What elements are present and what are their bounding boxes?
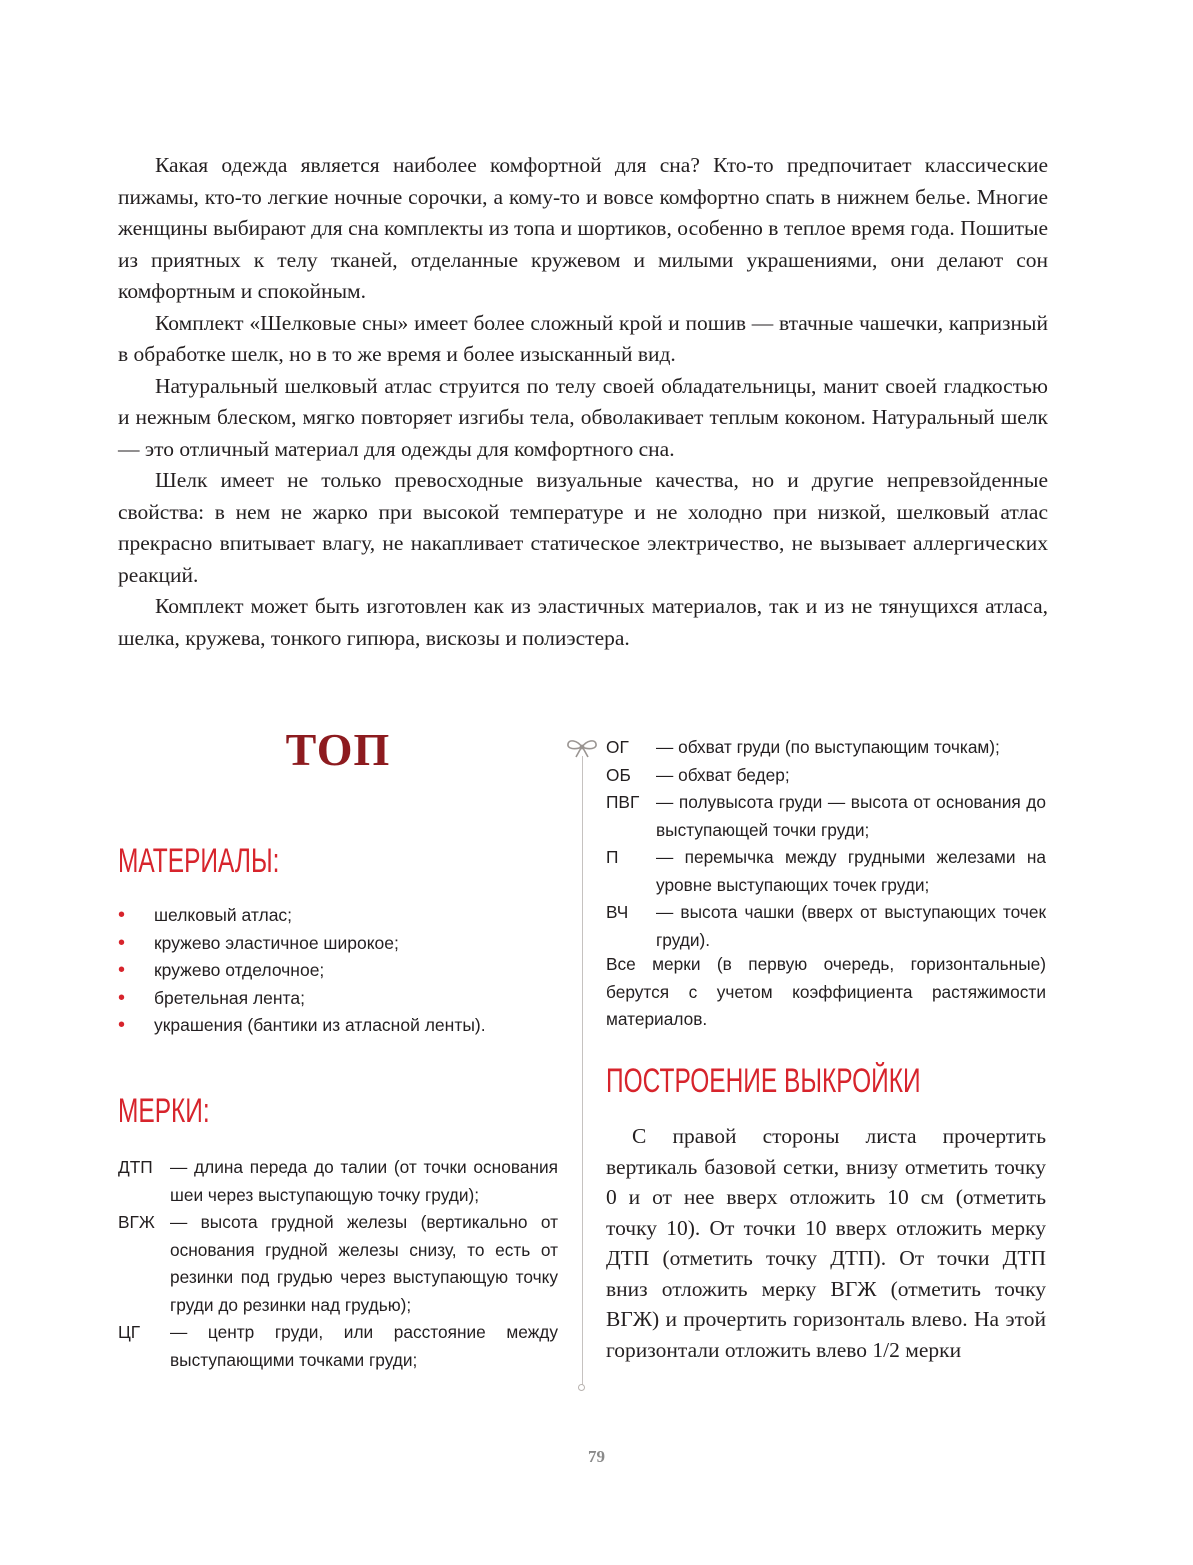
measure-abbr: П xyxy=(606,847,619,867)
measure-abbr: ВЧ xyxy=(606,902,629,922)
intro-paragraph: Натуральный шелковый атлас струится по телу своей обладательницы, манит своей гладкостью и нежным блеском, мягко повторяет изгибы тела, обволакивает теплым коконом. Натуральный шелк — это отличный материал для одежды для комфортного сна. xyxy=(118,373,1048,461)
pattern-heading: ПОСТРОЕНИЕ ВЫКРОЙКИ xyxy=(606,1062,921,1100)
list-item xyxy=(118,930,558,958)
bullet-icon: • xyxy=(118,904,126,926)
bullet-icon: • xyxy=(118,959,126,981)
measure-desc: — высота чашки (вверх от выступающих точек груди). xyxy=(656,902,1046,950)
measure-abbr: ДТП xyxy=(118,1157,153,1177)
measure-desc: — длина переда до талии (от точки основания шеи через выступающую точку груди); xyxy=(170,1157,558,1205)
measure-row xyxy=(606,844,1046,899)
circle-icon xyxy=(578,1384,585,1391)
bullet-icon: • xyxy=(118,931,126,954)
measure-row xyxy=(606,734,1046,762)
measure-row xyxy=(606,762,1046,790)
measure-desc: — обхват груди (по выступающим точкам); xyxy=(656,737,1000,757)
measure-desc: — центр груди, или расстояние между выступающими точками груди; xyxy=(170,1322,558,1370)
intro-paragraph: Комплект может быть изготовлен как из эластичных материалов, так и из не тянущихся атласа, шелка, кружева, тонкого гипюра, вискозы и полиэстера. xyxy=(118,594,1048,650)
measure-desc: — полувысота груди — высота от основания до выступающей точки груди; xyxy=(656,792,1046,840)
bullet-icon: • xyxy=(118,986,126,1009)
page-number: 79 xyxy=(588,1447,605,1466)
list-item xyxy=(118,1012,558,1040)
list-item xyxy=(118,985,558,1013)
material-label: украшения (бантики из атласной ленты). xyxy=(154,1015,486,1035)
column-divider xyxy=(582,756,583,1386)
measures-note: Все мерки (в первую очередь, горизонтальные) берутся с учетом коэффициента растяжимости материалов. xyxy=(606,954,1046,1029)
material-label: кружево отделочное; xyxy=(154,960,325,980)
bullet-icon: • xyxy=(118,1014,126,1036)
materials-heading: МАТЕРИАЛЫ: xyxy=(118,842,280,880)
measure-desc: — обхват бедер; xyxy=(656,764,790,785)
material-label: шелковый атлас; xyxy=(154,905,293,925)
intro-text xyxy=(118,150,1048,654)
measure-row xyxy=(606,789,1046,844)
material-label: кружево эластичное широкое; xyxy=(154,932,399,953)
measure-abbr: ПВГ xyxy=(606,792,640,812)
measures-heading: МЕРКИ: xyxy=(118,1092,210,1130)
measure-row xyxy=(606,899,1046,954)
measure-abbr: ОГ xyxy=(606,737,629,757)
section-title: ТОП xyxy=(285,724,391,775)
pattern-text: С правой стороны листа прочертить вертикаль базовой сетки, внизу отметить точку 0 и от нее вверх отложить 10 см (отметить точку 10). От точки 10 вверх отложить мерку ДТП (отметить точку ДТП). От точки ДТП вниз отложить мерку ВГЖ (отметить точку ВГЖ) и прочертить горизонталь влево. На этой горизонтали отложить влево 1/2 мерки xyxy=(606,1124,1046,1362)
bow-icon xyxy=(565,737,599,759)
measure-abbr: ВГЖ xyxy=(118,1212,155,1232)
measure-desc: — высота грудной железы (вертикально от основания грудной железы снизу, то есть от резинки под грудью через выступающую точку груди до резинки над грудью); xyxy=(170,1212,558,1315)
list-item xyxy=(118,957,558,985)
measure-abbr: ЦГ xyxy=(118,1322,141,1342)
measures-list-left xyxy=(118,1154,558,1374)
material-label: бретельная лента; xyxy=(154,987,305,1008)
measure-row xyxy=(118,1154,558,1209)
intro-paragraph: Какая одежда является наиболее комфортной для сна? Кто-то предпочитает классические пижамы, кто-то легкие ночные сорочки, а кому-то и вовсе комфортно спать в нижнем белье. Многие женщины выбирают для сна комплекты из топа и шортиков, особенно в теплое время года. Пошитые из приятных к телу тканей, отделанные кружевом и милыми украшениями, они делают сон комфортным и спокойным. xyxy=(118,153,1048,303)
measure-desc: — перемычка между грудными железами на уровне выступающих точек груди; xyxy=(656,847,1046,895)
measures-list-right xyxy=(606,734,1046,954)
measure-row xyxy=(118,1319,558,1374)
measure-abbr: ОБ xyxy=(606,764,631,785)
materials-list xyxy=(118,902,558,1040)
list-item xyxy=(118,902,558,930)
intro-paragraph: Шелк имеет не только превосходные визуальные качества, но и другие непревзойденные свойства: в нем не жарко при высокой температуре и не холодно при низкой, шелковый атлас прекрасно впитывает влагу, не накапливает статическое электричество, не вызывает аллергических реакций. xyxy=(118,468,1048,587)
measure-row xyxy=(118,1209,558,1319)
intro-paragraph: Комплект «Шелковые сны» имеет более сложный крой и пошив — втачные чашечки, капризный в обработке шелк, но в то же время и более изысканный вид. xyxy=(118,310,1048,366)
